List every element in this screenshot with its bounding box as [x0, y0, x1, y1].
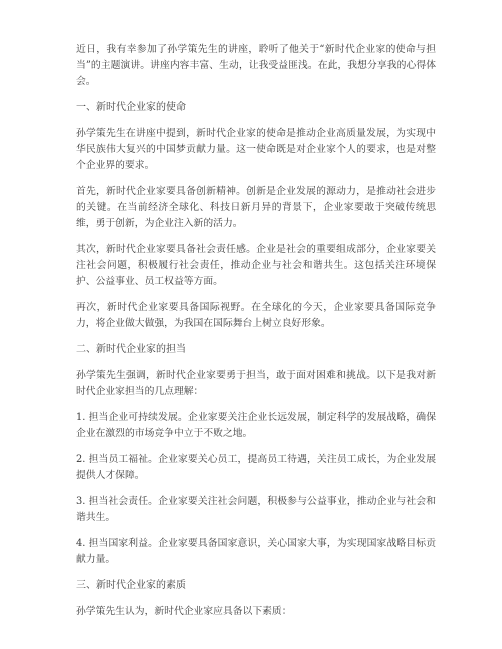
paragraph-innovation: 首先，新时代企业家要具备创新精神。创新是企业发展的源动力，是推动社会进步的关键。在当前经济全球化、科技日新月异的背景下，企业家要敢于突破传统思维，勇于创新，为企业注入新的活力。 [76, 186, 436, 229]
list-item-social-responsibility: 3. 担当社会责任。企业家要关注社会问题，积极参与公益事业，推动企业与社会和谐共生。 [76, 496, 436, 523]
document-page [76, 42, 436, 626]
paragraph-responsibility-intro: 孙学策先生强调，新时代企业家要勇于担当，敢于面对困难和挑战。以下是我对新时代企业家担当的几点理解： [76, 370, 436, 397]
section-heading-mission: 一、新时代企业家的使命 [76, 102, 186, 113]
paragraph-international-vision: 再次，新时代企业家要具备国际视野。在全球化的今天，企业家要具备国际竞争力，将企业做大做强，为我国在国际舞台上树立良好形象。 [76, 302, 436, 329]
section-heading-responsibility: 二、新时代企业家的担当 [76, 344, 186, 355]
paragraph-mission-overview: 孙学策先生在讲座中提到，新时代企业家的使命是推动企业高质量发展，为实现中华民族伟大复兴的中国梦贡献力量。这一使命既是对企业家个人的要求，也是对整个企业界的要求。 [76, 128, 436, 171]
section-heading-qualities: 三、新时代企业家的素质 [76, 580, 186, 591]
intro-paragraph: 近日，我有幸参加了孙学策先生的讲座，聆听了他关于“新时代企业家的使命与担当”的主题演讲。讲座内容丰富、生动，让我受益匪浅。在此，我想分享我的心得体会。 [76, 44, 436, 87]
paragraph-qualities-intro: 孙学策先生认为，新时代企业家应具备以下素质： [76, 606, 292, 617]
paragraph-social-responsibility: 其次，新时代企业家要具备社会责任感。企业是社会的重要组成部分，企业家要关注社会问题，积极履行社会责任，推动企业与社会和谐共生。这包括关注环境保护、公益事业、员工权益等方面。 [76, 244, 436, 287]
list-item-national-interest: 4. 担当国家利益。企业家要具备国家意识，关心国家大事，为实现国家战略目标贡献力量。 [76, 538, 436, 565]
list-item-employee-welfare: 2. 担当员工福祉。企业家要关心员工，提高员工待遇，关注员工成长，为企业发展提供人才保障。 [76, 454, 436, 481]
list-item-sustainable-development: 1. 担当企业可持续发展。企业家要关注企业长远发展，制定科学的发展战略，确保企业在激烈的市场竞争中立于不败之地。 [76, 412, 436, 439]
